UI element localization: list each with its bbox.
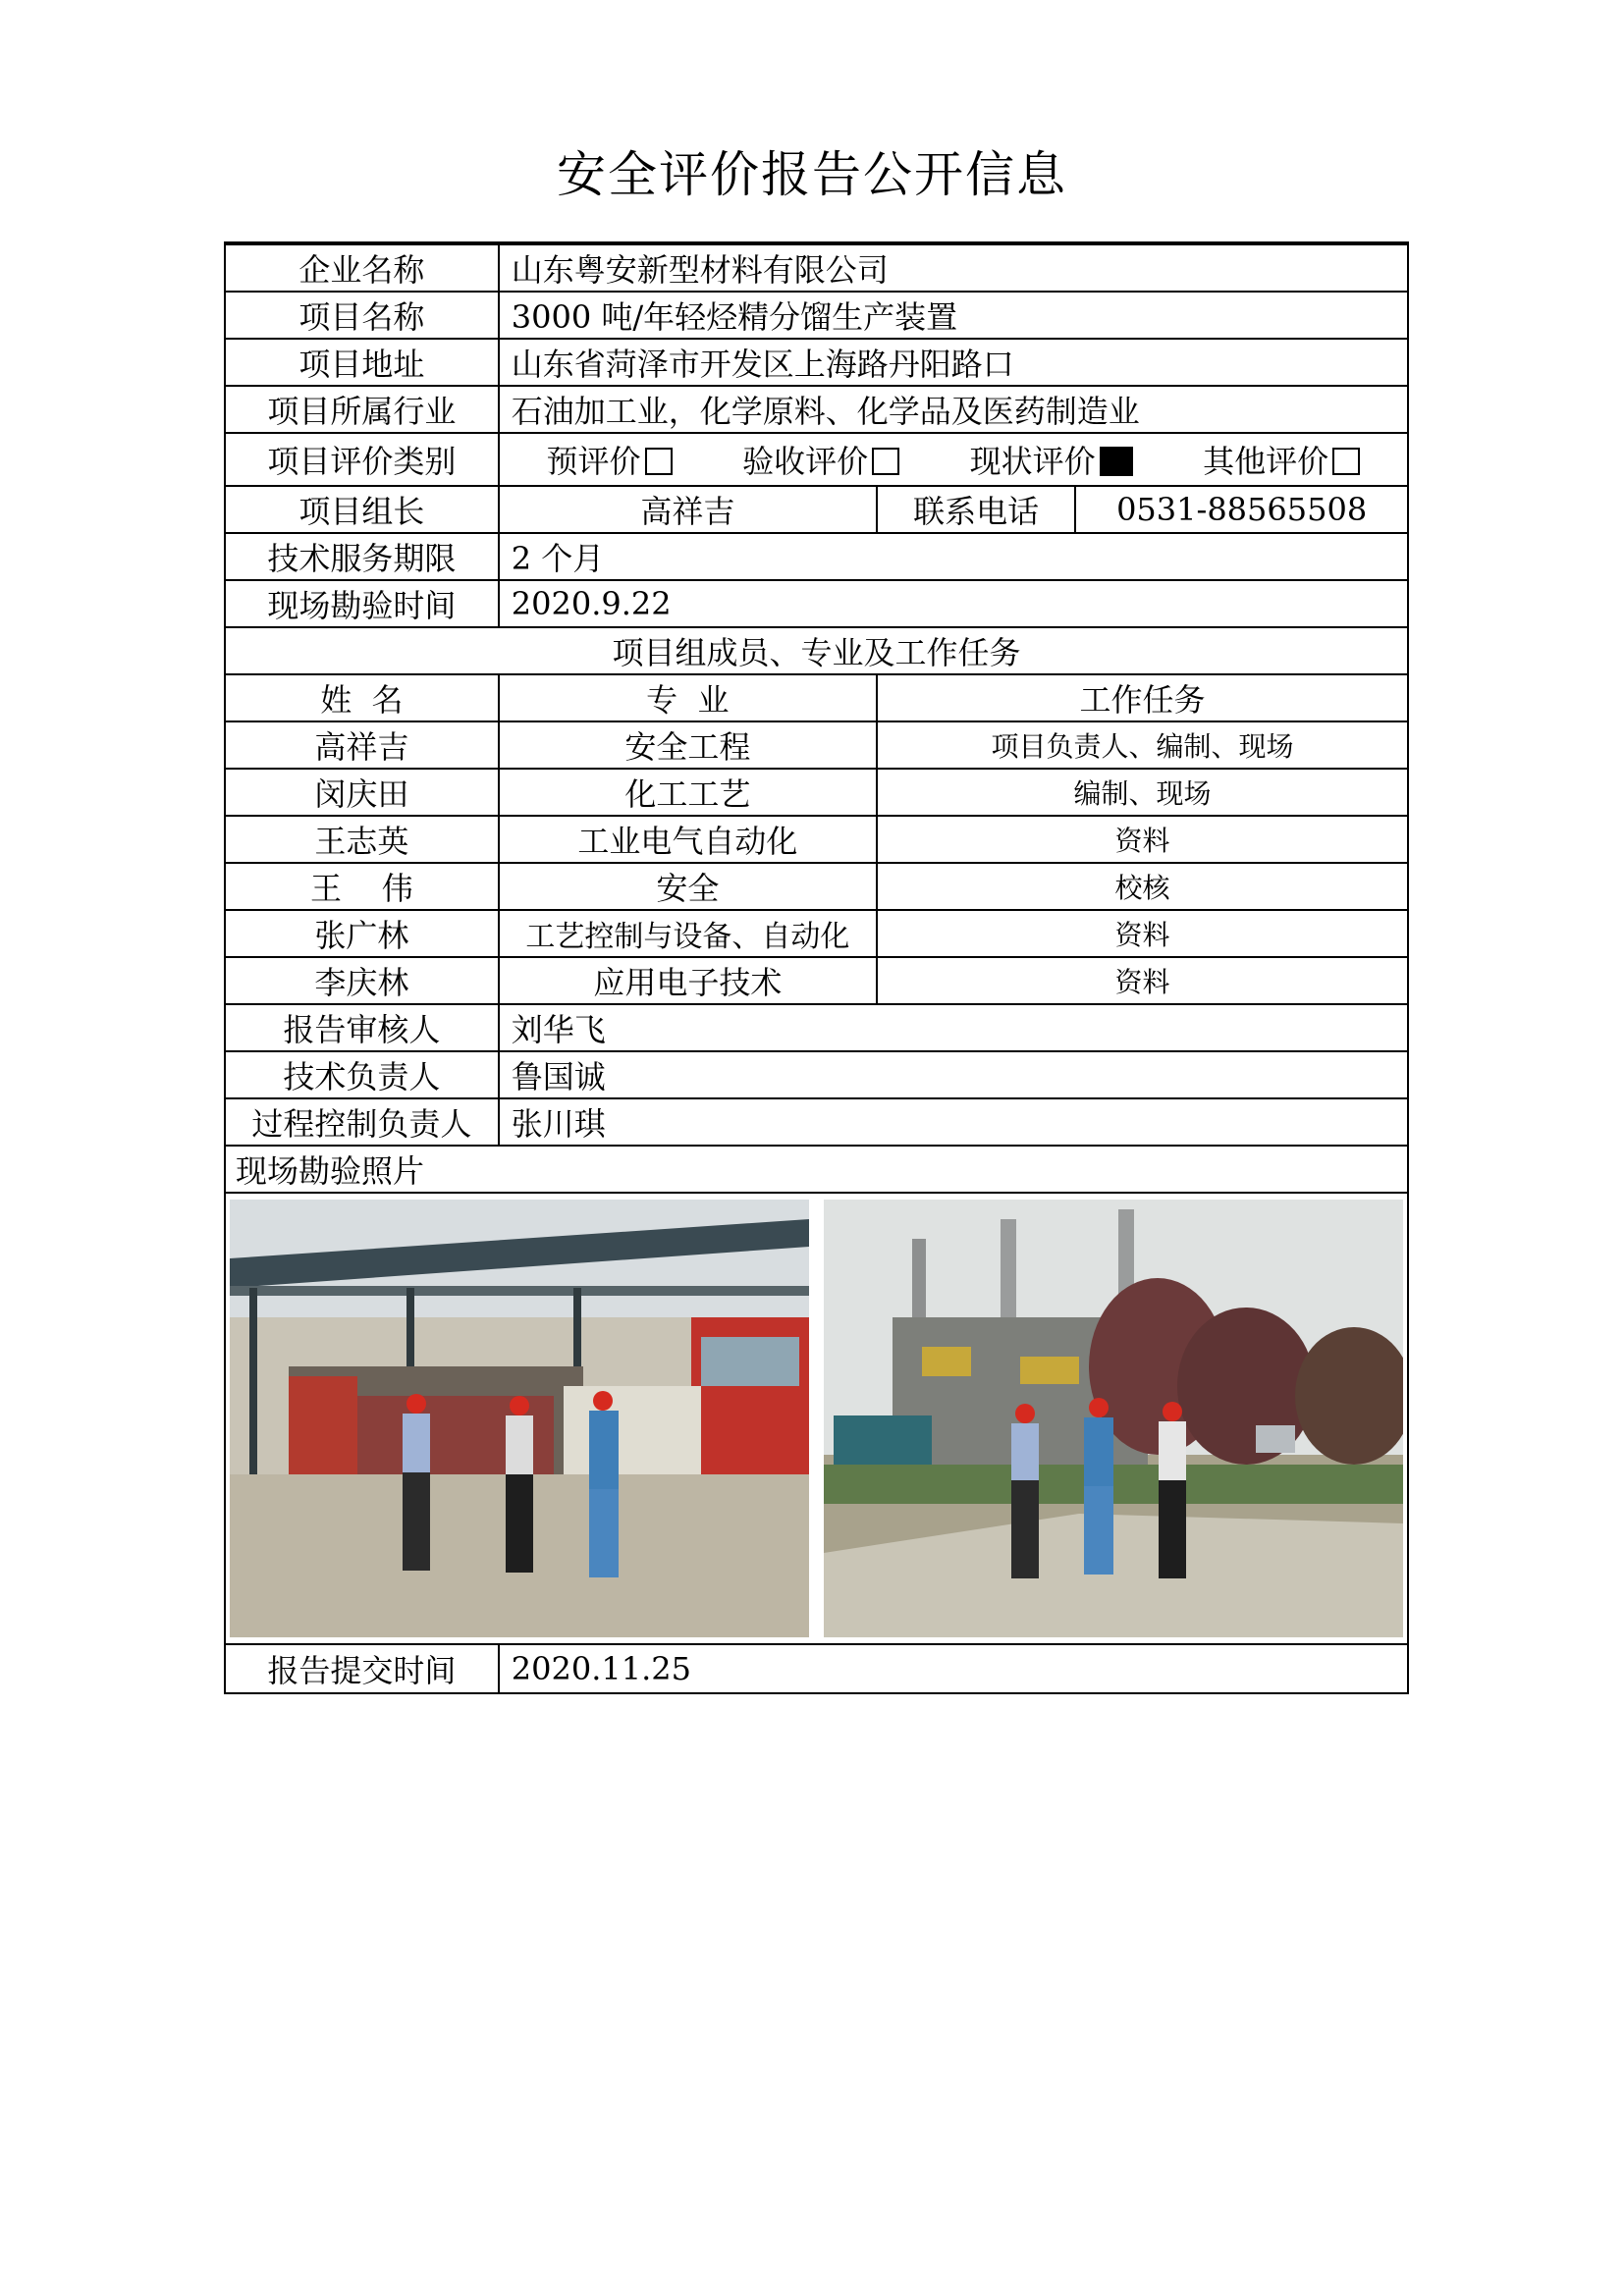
table-row: [225, 816, 1408, 863]
row-tech-lead: [225, 1051, 1408, 1098]
photo-image: [230, 1200, 809, 1637]
photos-cell: [225, 1193, 1408, 1644]
members-section-title: 项目组成员、专业及工作任务: [225, 627, 1408, 674]
row-survey-time: [225, 580, 1408, 627]
leader-label: 项目组长: [225, 486, 499, 533]
member-name: 张广林: [225, 910, 499, 957]
process-lead-value: 张川琪: [499, 1098, 1408, 1146]
row-company: [225, 243, 1408, 292]
project-name-label: 项目名称: [225, 292, 499, 339]
page-title: 安全评价报告公开信息: [557, 146, 1067, 203]
site-photo-plant: [824, 1200, 1403, 1637]
reviewer-value: 刘华飞: [499, 1004, 1408, 1051]
photos-section-label: 现场勘验照片: [225, 1146, 1408, 1193]
member-specialty: 化工工艺: [499, 769, 877, 816]
project-address-label: 项目地址: [225, 339, 499, 386]
project-address-value: 山东省菏泽市开发区上海路丹阳路口: [499, 339, 1408, 386]
member-task: 项目负责人、编制、现场: [877, 721, 1408, 769]
reviewer-label: 报告审核人: [225, 1004, 499, 1051]
service-period-label: 技术服务期限: [225, 533, 499, 580]
row-photos: [225, 1193, 1408, 1644]
member-name: 王志英: [225, 816, 499, 863]
member-name: 高祥吉: [225, 721, 499, 769]
row-leader: [225, 486, 1408, 533]
option-status-evaluation[interactable]: 现状评价: [970, 437, 1133, 482]
process-lead-label: 过程控制负责人: [225, 1098, 499, 1146]
checkbox-icon[interactable]: [645, 448, 673, 475]
row-industry: [225, 386, 1408, 433]
members-header-row: [225, 674, 1408, 721]
checkbox-icon[interactable]: [872, 448, 899, 475]
option-other-evaluation[interactable]: 其他评价: [1203, 437, 1360, 482]
evaluation-type-options: [499, 433, 1408, 486]
company-label: 企业名称: [225, 243, 499, 292]
row-project-name: [225, 292, 1408, 339]
survey-time-label: 现场勘验时间: [225, 580, 499, 627]
survey-time-value: 2020.9.22: [499, 580, 1408, 627]
member-specialty: 安全工程: [499, 721, 877, 769]
option-acceptance-evaluation[interactable]: 验收评价: [742, 437, 899, 482]
row-members-title: [225, 627, 1408, 674]
member-name: 闵庆田: [225, 769, 499, 816]
row-process-lead: [225, 1098, 1408, 1146]
table-row: [225, 957, 1408, 1004]
service-period-value: 2 个月: [499, 533, 1408, 580]
member-specialty: 应用电子技术: [499, 957, 877, 1004]
header-task: 工作任务: [877, 674, 1408, 721]
phone-label: 联系电话: [877, 486, 1075, 533]
industry-label: 项目所属行业: [225, 386, 499, 433]
row-reviewer: [225, 1004, 1408, 1051]
row-submit-time: [225, 1644, 1408, 1693]
member-task: 编制、现场: [877, 769, 1408, 816]
checkbox-icon[interactable]: [1332, 448, 1360, 475]
site-photo-warehouse: [230, 1200, 809, 1637]
row-evaluation-type: [225, 433, 1408, 486]
table-row: [225, 721, 1408, 769]
project-name-value: 3000 吨/年轻烃精分馏生产装置: [499, 292, 1408, 339]
leader-value: 高祥吉: [499, 486, 877, 533]
photo-image: [824, 1200, 1403, 1637]
industry-value: 石油加工业，化学原料、化学品及医药制造业: [499, 386, 1408, 433]
member-task: 资料: [877, 957, 1408, 1004]
table-row: [225, 910, 1408, 957]
member-name: 李庆林: [225, 957, 499, 1004]
company-value: 山东粤安新型材料有限公司: [499, 243, 1408, 292]
header-name: 姓 名: [225, 674, 499, 721]
member-specialty: 工业电气自动化: [499, 816, 877, 863]
member-specialty: 安全: [499, 863, 877, 910]
member-task: 资料: [877, 816, 1408, 863]
tech-lead-value: 鲁国诚: [499, 1051, 1408, 1098]
member-name: 王 伟: [225, 863, 499, 910]
row-photos-label: [225, 1146, 1408, 1193]
member-task: 校核: [877, 863, 1408, 910]
table-row: [225, 769, 1408, 816]
phone-value: 0531-88565508: [1075, 486, 1408, 533]
option-pre-evaluation[interactable]: 预评价: [547, 437, 673, 482]
header-specialty: 专 业: [499, 674, 877, 721]
info-table: [224, 241, 1409, 1694]
member-task: 资料: [877, 910, 1408, 957]
row-project-address: [225, 339, 1408, 386]
evaluation-type-label: 项目评价类别: [225, 433, 499, 486]
row-service-period: [225, 533, 1408, 580]
member-specialty: 工艺控制与设备、自动化: [499, 910, 877, 957]
checked-box-icon[interactable]: [1100, 447, 1133, 476]
table-row: [225, 863, 1408, 910]
submit-time-value: 2020.11.25: [499, 1644, 1408, 1693]
submit-time-label: 报告提交时间: [225, 1644, 499, 1693]
tech-lead-label: 技术负责人: [225, 1051, 499, 1098]
